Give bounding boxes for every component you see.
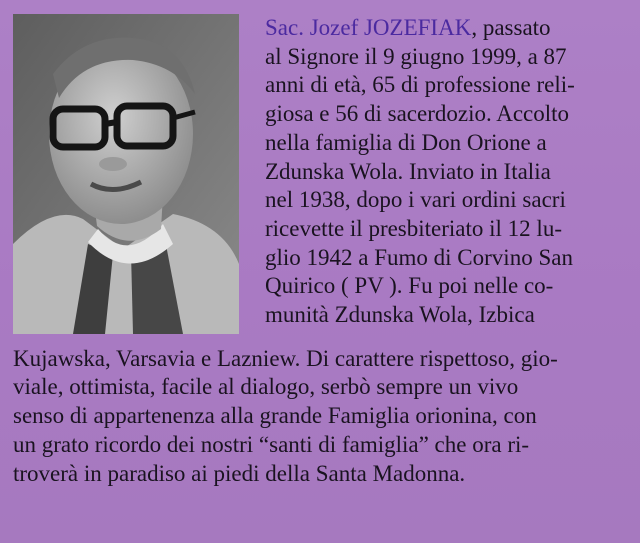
text-line: nella famiglia di Don Orione a	[265, 129, 547, 155]
text-line: Zdunska Wola. Inviato in Italia	[265, 158, 551, 184]
text-line: nel 1938, dopo i vari ordini sacri	[265, 187, 566, 213]
text-line: troverà in paradiso ai piedi della Santa Madonna.	[13, 460, 466, 486]
text-line: munità Zdunska Wola, Izbica	[265, 302, 535, 327]
text-line: Kujawska, Varsavia e Lazniew. Di carattere rispettoso, gio-	[13, 345, 558, 371]
deceased-name: Sac. Jozef JOZEFIAK	[265, 15, 472, 40]
text-line: Quirico ( PV ). Fu poi nelle co-	[265, 273, 554, 299]
text-line: glio 1942 a Fumo di Corvino San	[265, 244, 573, 270]
text-line: un grato ricordo dei nostri “santi di famiglia” che ora ri-	[13, 431, 530, 457]
text-line: senso di appartenenza alla grande Famiglia orionina, con	[13, 403, 537, 429]
text-line: viale, ottimista, facile al dialogo, serbò sempre un vivo	[13, 374, 519, 400]
text-line: anni di età, 65 di professione reli-	[265, 72, 575, 98]
text-line: al Signore il 9 giugno 1999, a 87	[265, 43, 567, 69]
text-line: , passato	[471, 15, 551, 40]
text-line: giosa e 56 di sacerdozio. Accolto	[265, 101, 570, 127]
text-line: ricevette il presbiteriato il 12 lu-	[265, 215, 562, 241]
obituary-heading-line	[265, 14, 551, 43]
